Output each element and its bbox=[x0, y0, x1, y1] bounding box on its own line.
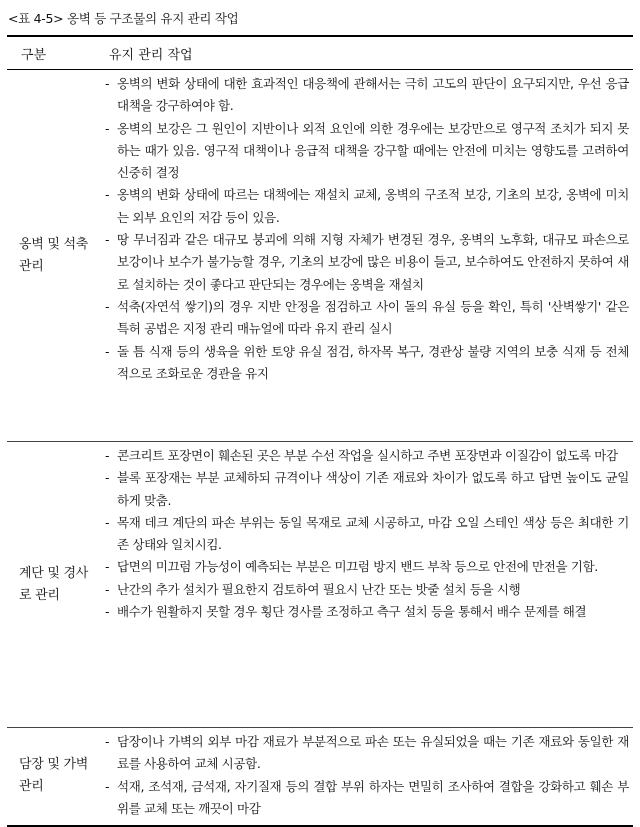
list-item: - 콘크리트 포장면이 훼손된 곳은 부분 수선 작업을 실시하고 주변 포장면과 이질감이 없도록 마감 bbox=[97, 445, 629, 467]
category-cell: 계단 및 경사로 관리 bbox=[7, 442, 97, 728]
list-item: - 담장이나 가벽의 외부 마감 재료가 부분적으로 파손 또는 유실되었을 때는 기존 재료와 동일한 재료를 사용하여 교체 시공함. bbox=[97, 731, 629, 776]
list-item: - 옹벽의 변화 상태에 따르는 대책에는 재설치 교체, 옹벽의 구조적 보강, 기초의 보강, 옹벽에 미치는 외부 요인의 저감 등이 있음. bbox=[97, 184, 629, 229]
category-cell: 담장 및 가벽 관리 bbox=[7, 728, 97, 826]
category-cell: 옹벽 및 석축 관리 bbox=[19, 236, 88, 274]
list-item: - 블록 포장재는 부분 교체하되 규격이나 색상이 기존 재료와 차이가 없도록 하고 답면 높이도 균일하게 맞춤. bbox=[97, 467, 629, 512]
table-row-stairs-ramp bbox=[7, 442, 633, 728]
tasks-cell bbox=[97, 728, 633, 826]
tasks-cell bbox=[97, 442, 633, 728]
table-row-retaining-wall bbox=[7, 70, 633, 442]
list-item: - 배수가 원활하지 못할 경우 횡단 경사를 조정하고 측구 설치 등을 통해서 배수 문제를 해결 bbox=[97, 601, 629, 623]
list-item: - 난간의 추가 설치가 필요한지 검토하여 필요시 난간 또는 밧줄 설치 등을 시행 bbox=[97, 579, 629, 601]
tasks-cell bbox=[97, 70, 633, 442]
task-list bbox=[97, 445, 633, 623]
table-header bbox=[7, 36, 633, 70]
list-item: - 옹벽의 변화 상태에 대한 효과적인 대응책에 관해서는 극히 고도의 판단이 요구되지만, 우선 응급 대책을 강구하여야 함. bbox=[97, 73, 629, 118]
list-item: - 석재, 조석재, 금석재, 자기질재 등의 결합 부위 하자는 면밀히 조사하여 결합을 강화하고 훼손 부위를 교체 또는 깨끗이 마감 bbox=[97, 776, 629, 821]
maintenance-table bbox=[7, 35, 633, 827]
table-caption: <표 4-5> 옹벽 등 구조물의 유지 관리 작업 bbox=[8, 11, 239, 26]
list-item: - 답면의 미끄럼 가능성이 예측되는 부분은 미끄럼 방지 밴드 부착 등으로 안전에 만전을 기함. bbox=[97, 556, 629, 578]
list-item: - 돌 틈 식재 등의 생육을 위한 토양 유실 점검, 하자목 복구, 경관상 불량 지역의 보충 식재 등 전체적으로 조화로운 경관을 유지 bbox=[97, 341, 629, 386]
list-item: - 목재 데크 계단의 파손 부위는 동일 목재로 교체 시공하고, 마감 오일 스테인 색상 등은 최대한 기존 상태와 일치시킴. bbox=[97, 512, 629, 557]
task-list bbox=[97, 73, 633, 385]
table-row-fence-wall bbox=[7, 728, 633, 826]
list-item: - 석축(자연석 쌓기)의 경우 지반 안정을 점검하고 사이 돌의 유실 등을 확인, 특히 '산벽쌓기' 같은 특허 공법은 지정 관리 매뉴얼에 따라 유지 관리 실시 bbox=[97, 296, 629, 341]
list-item: - 땅 무너짐과 같은 대규모 붕괴에 의해 지형 자체가 변경된 경우, 옹벽의 노후화, 대규모 파손으로 보강이나 보수가 불가능할 경우, 기초의 보강에 많은 비용이 들고, 보수하여도 안전하지 못하여 새로 설치하는 것이 좋다고 판단되는 경우에는 옹벽을 재설치 bbox=[97, 229, 629, 296]
list-item: - 옹벽의 보강은 그 원인이 지반이나 외적 요인에 의한 경우에는 보강만으로 영구적 조치가 되지 못하는 때가 있음. 영구적 대책이나 응급적 대책을 강구할 때에는 안전에 미치는 영향도를 고려하여 신중히 결정 bbox=[97, 118, 629, 185]
header-category: 구분 bbox=[7, 36, 97, 70]
header-tasks: 유지 관리 작업 bbox=[97, 36, 633, 70]
task-list bbox=[97, 731, 633, 820]
